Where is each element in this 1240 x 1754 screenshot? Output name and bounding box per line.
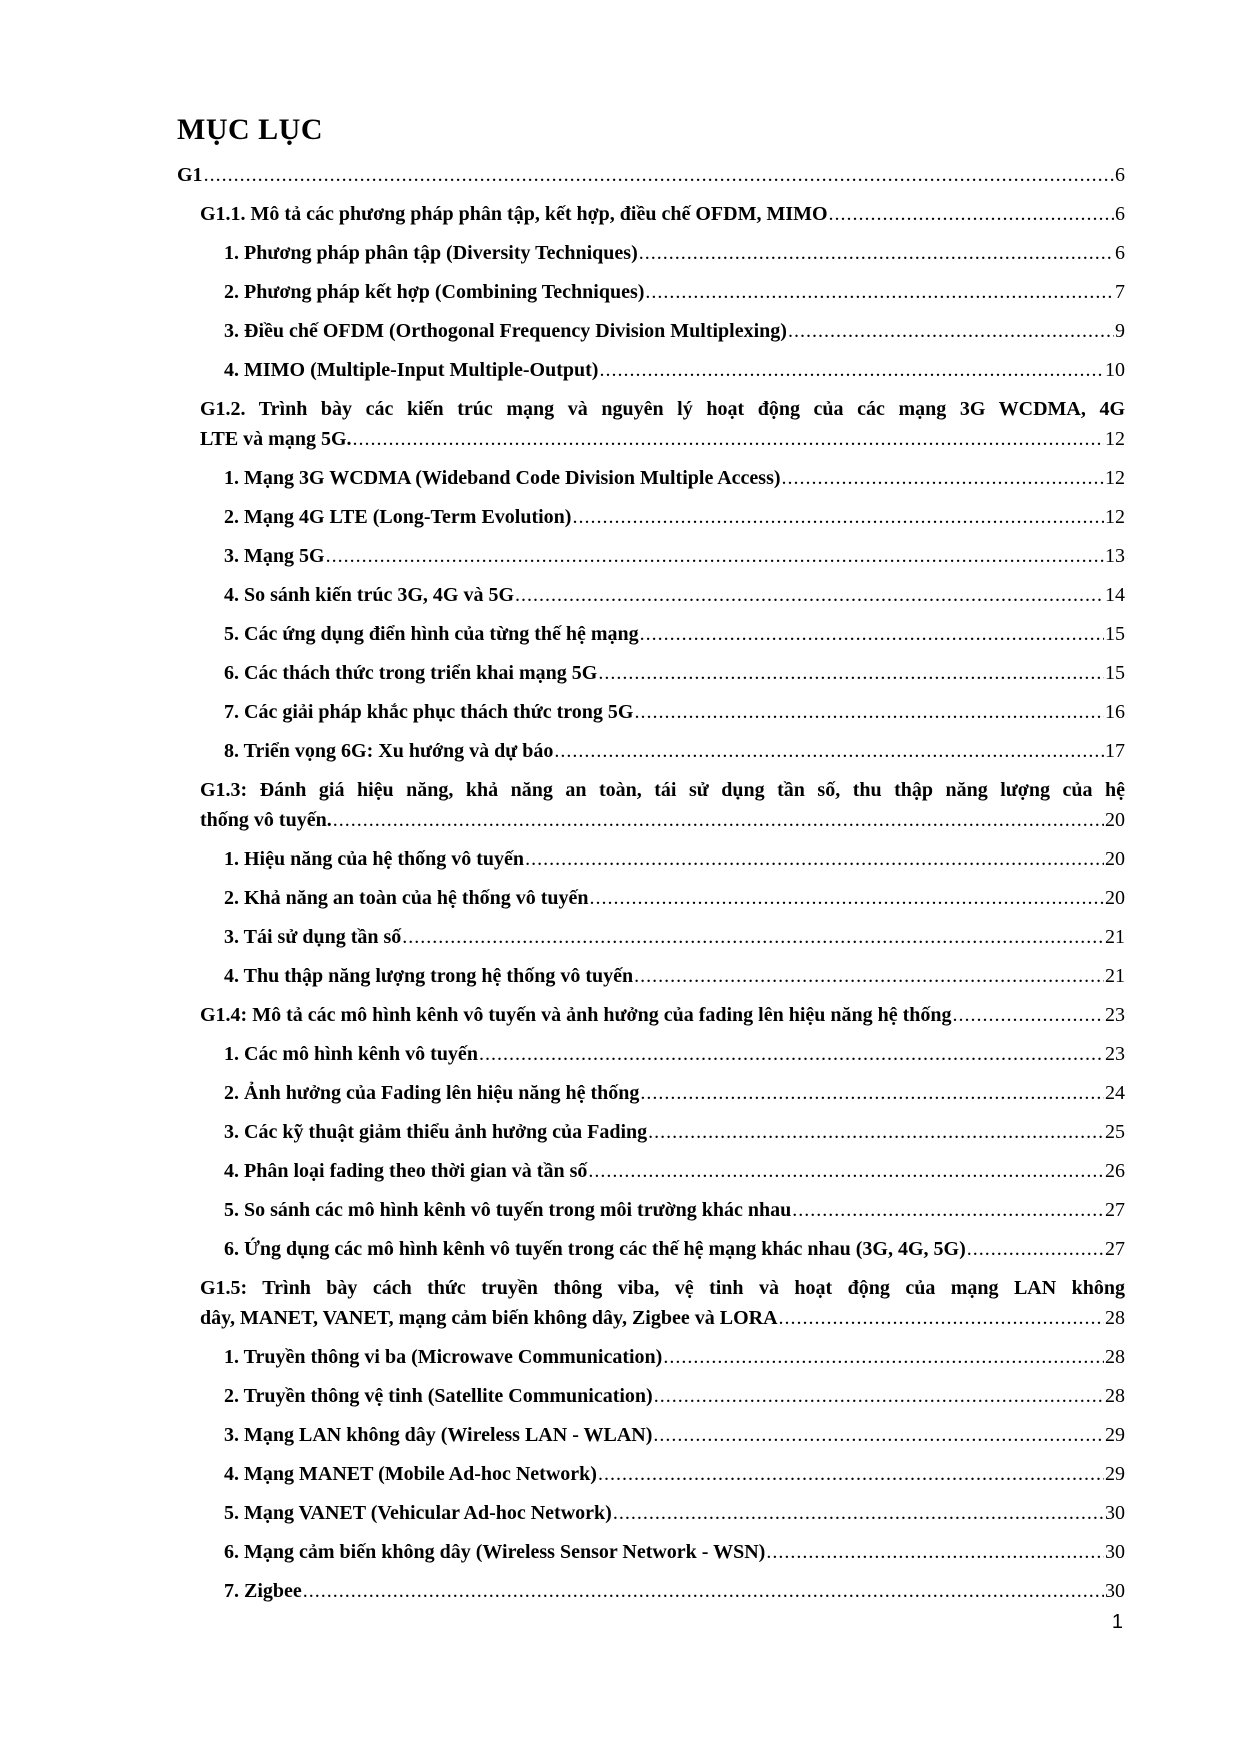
- toc-entry-page: 12: [1105, 428, 1125, 450]
- toc-entry[interactable]: [177, 658, 1125, 688]
- toc-entry-line: [224, 238, 1125, 268]
- toc-entry-title: 1. Phương pháp phân tập (Diversity Techniques): [224, 242, 638, 264]
- dot-leader: [204, 160, 1114, 190]
- toc-entry-line: [224, 1342, 1125, 1372]
- toc-entry-page: 23: [1105, 1004, 1125, 1026]
- toc-entry-line: [224, 961, 1125, 991]
- dot-leader: [653, 1420, 1104, 1450]
- toc-entry-title: 2. Truyền thông vệ tinh (Satellite Communication): [224, 1385, 653, 1407]
- toc-entry-page: 30: [1105, 1541, 1125, 1563]
- toc-entry[interactable]: [177, 1498, 1125, 1528]
- toc-entry-page: 14: [1105, 584, 1125, 606]
- dot-leader: [953, 1000, 1104, 1030]
- toc-entry-title: G1.4: Mô tả các mô hình kênh vô tuyến và ảnh hưởng của fading lên hiệu năng hệ thống: [200, 1004, 952, 1026]
- toc-entry-page: 28: [1105, 1385, 1125, 1407]
- dot-leader: [353, 424, 1104, 454]
- toc-entry[interactable]: [177, 1039, 1125, 1069]
- dot-leader: [303, 1576, 1104, 1606]
- toc-entry-line: [224, 1459, 1125, 1489]
- toc-entry-line: [224, 277, 1125, 307]
- toc-entry-page: 6: [1115, 203, 1125, 225]
- toc-entry[interactable]: [177, 1195, 1125, 1225]
- toc-entry-title: 2. Phương pháp kết hợp (Combining Techniques): [224, 281, 645, 303]
- toc-entry-line: [200, 1303, 1125, 1333]
- toc-entry-page: 16: [1105, 701, 1125, 723]
- toc-entry[interactable]: [177, 1420, 1125, 1450]
- toc-entry-title-line-1: G1.5: Trình bày cách thức truyền thông viba, vệ tinh và hoạt động của mạng LAN không: [200, 1277, 1125, 1299]
- dot-leader: [654, 1381, 1104, 1411]
- toc-entry-title-line-1: G1.3: Đánh giá hiệu năng, khả năng an toàn, tái sử dụng tần số, thu thập năng lượng của hệ: [200, 779, 1125, 801]
- toc-entry-title: 1. Các mô hình kênh vô tuyến: [224, 1043, 478, 1065]
- dot-leader: [639, 238, 1114, 268]
- toc-entry-line: [200, 805, 1125, 835]
- toc-entry-line: [224, 697, 1125, 727]
- toc-entry[interactable]: [177, 199, 1125, 229]
- toc-entry-line: [224, 1420, 1125, 1450]
- toc-entry-line: [224, 1537, 1125, 1567]
- toc-entry-title: 6. Các thách thức trong triển khai mạng 5G: [224, 662, 598, 684]
- toc-entry-page: 21: [1105, 965, 1125, 987]
- toc-entry-title: 3. Tái sử dụng tần số: [224, 926, 402, 948]
- toc-entry-line: [200, 199, 1125, 229]
- toc-entry-title: G1.1. Mô tả các phương pháp phân tập, kết hợp, điều chế OFDM, MIMO: [200, 203, 828, 225]
- toc-entry-line: [224, 1078, 1125, 1108]
- toc-entry-page: 6: [1115, 164, 1125, 186]
- toc-entry[interactable]: [177, 394, 1125, 454]
- toc-entry-title: 1. Mạng 3G WCDMA (Wideband Code Division Multiple Access): [224, 467, 781, 489]
- dot-leader: [829, 199, 1114, 229]
- toc-entry-title: 3. Điều chế OFDM (Orthogonal Frequency Division Multiplexing): [224, 320, 787, 342]
- toc-entry-page: 20: [1105, 887, 1125, 909]
- toc-entry[interactable]: [177, 619, 1125, 649]
- toc-entry[interactable]: [177, 316, 1125, 346]
- toc-entry-line: [224, 1381, 1125, 1411]
- toc-entry-page: 20: [1105, 848, 1125, 870]
- toc-entry[interactable]: [177, 1273, 1125, 1333]
- toc-entry-title: thống vô tuyến.: [200, 809, 332, 831]
- toc-entry-page: 23: [1105, 1043, 1125, 1065]
- dot-leader: [788, 316, 1114, 346]
- toc-entry-line: [224, 658, 1125, 688]
- toc-entry-line: [224, 1234, 1125, 1264]
- dot-leader: [640, 1078, 1104, 1108]
- toc-entry-title: 3. Các kỹ thuật giảm thiểu ảnh hưởng của Fading: [224, 1121, 648, 1143]
- toc-entry[interactable]: [177, 160, 1125, 190]
- dot-leader: [634, 697, 1104, 727]
- toc-entry-line: [224, 1498, 1125, 1528]
- toc-entry-title: LTE và mạng 5G.: [200, 428, 352, 450]
- toc-entry[interactable]: [177, 1342, 1125, 1372]
- toc-entry-page: 15: [1105, 623, 1125, 645]
- toc-entry-line: [224, 1195, 1125, 1225]
- toc-entry-title: 5. Các ứng dụng điển hình của từng thế hệ mạng: [224, 623, 639, 645]
- toc-entry-line: [224, 844, 1125, 874]
- toc-entry-title: 3. Mạng LAN không dây (Wireless LAN - WLAN): [224, 1424, 653, 1446]
- toc-entry-line: [224, 1039, 1125, 1069]
- toc-entry-title: 4. MIMO (Multiple-Input Multiple-Output): [224, 359, 599, 381]
- toc-entry-line: [224, 541, 1125, 571]
- toc-entry-page: 30: [1105, 1580, 1125, 1602]
- toc-entry-title: G1: [177, 164, 203, 186]
- toc-entry[interactable]: [177, 883, 1125, 913]
- dot-leader: [598, 1459, 1104, 1489]
- toc-entry-title: 2. Mạng 4G LTE (Long-Term Evolution): [224, 506, 572, 528]
- toc-entry-line: [224, 736, 1125, 766]
- toc-entry-title: 7. Các giải pháp khắc phục thách thức trong 5G: [224, 701, 634, 723]
- toc-entry-page: 13: [1105, 545, 1125, 567]
- toc-entry[interactable]: [177, 1459, 1125, 1489]
- toc-entry-title: 6. Mạng cảm biến không dây (Wireless Sensor Network - WSN): [224, 1541, 766, 1563]
- toc-entry-page: 29: [1105, 1463, 1125, 1485]
- toc-entry[interactable]: [177, 1000, 1125, 1030]
- toc-entry-page: 24: [1105, 1082, 1125, 1104]
- toc-entry-page: 10: [1105, 359, 1125, 381]
- toc-entry[interactable]: [177, 1576, 1125, 1606]
- toc-entry-title: 2. Khả năng an toàn của hệ thống vô tuyến: [224, 887, 589, 909]
- dot-leader: [588, 1156, 1104, 1186]
- toc-entry[interactable]: [177, 238, 1125, 268]
- toc-entry-page: 27: [1105, 1238, 1125, 1260]
- toc-entry[interactable]: [177, 1117, 1125, 1147]
- dot-leader: [326, 541, 1104, 571]
- dot-leader: [779, 1303, 1104, 1333]
- toc-entry-line: [224, 619, 1125, 649]
- toc-entry-line: [200, 424, 1125, 454]
- toc-entry[interactable]: [177, 775, 1125, 835]
- toc-entry[interactable]: [177, 922, 1125, 952]
- page-number: 1: [1111, 1611, 1123, 1633]
- toc-entry-title: 4. So sánh kiến trúc 3G, 4G và 5G: [224, 584, 515, 606]
- toc-entry-line: [224, 922, 1125, 952]
- toc-entry-title: 2. Ảnh hưởng của Fading lên hiệu năng hệ thống: [224, 1082, 640, 1104]
- toc-entry-title: 1. Truyền thông vi ba (Microwave Communication): [224, 1346, 663, 1368]
- dot-leader: [645, 277, 1114, 307]
- toc-entry-page: 17: [1105, 740, 1125, 762]
- toc-entry-title: 6. Ứng dụng các mô hình kênh vô tuyến trong các thế hệ mạng khác nhau (3G, 4G, 5G): [224, 1238, 966, 1260]
- toc-entry-title: 7. Zigbee: [224, 1580, 302, 1602]
- toc-entry[interactable]: [177, 844, 1125, 874]
- toc-entry-page: 9: [1115, 320, 1125, 342]
- toc-entry-page: 21: [1105, 926, 1125, 948]
- dot-leader: [479, 1039, 1104, 1069]
- toc-entry-title: 8. Triển vọng 6G: Xu hướng và dự báo: [224, 740, 554, 762]
- toc-entry-title: 4. Mạng MANET (Mobile Ad-hoc Network): [224, 1463, 597, 1485]
- toc-entry-line: [224, 463, 1125, 493]
- toc-entry-page: 12: [1105, 467, 1125, 489]
- dot-leader: [634, 961, 1104, 991]
- toc-entry[interactable]: [177, 1381, 1125, 1411]
- toc-entry[interactable]: [177, 736, 1125, 766]
- toc-entry-page: 30: [1105, 1502, 1125, 1524]
- toc-entry[interactable]: [177, 1078, 1125, 1108]
- toc-entry-page: 26: [1105, 1160, 1125, 1182]
- dot-leader: [598, 658, 1104, 688]
- toc-entry-title: 1. Hiệu năng của hệ thống vô tuyến: [224, 848, 525, 870]
- toc-entry-title: 3. Mạng 5G: [224, 545, 325, 567]
- toc-entry-page: 25: [1105, 1121, 1125, 1143]
- dot-leader: [613, 1498, 1104, 1528]
- toc-entry-title: 4. Thu thập năng lượng trong hệ thống vô tuyến: [224, 965, 634, 987]
- toc-entry-line: [224, 1576, 1125, 1606]
- toc-entry[interactable]: [177, 355, 1125, 385]
- toc-entry[interactable]: [177, 1537, 1125, 1567]
- dot-leader: [792, 1195, 1104, 1225]
- toc-entry-page: 28: [1105, 1346, 1125, 1368]
- toc-title: MỤC LỤC: [177, 113, 323, 146]
- toc-entry-page: 6: [1115, 242, 1125, 264]
- toc-entry-page: 29: [1105, 1424, 1125, 1446]
- toc-entry-line: [224, 355, 1125, 385]
- dot-leader: [782, 463, 1104, 493]
- toc-entry-line: [200, 1000, 1125, 1030]
- toc-entry[interactable]: [177, 1234, 1125, 1264]
- toc-entry-page: 27: [1105, 1199, 1125, 1221]
- toc-entry-title: dây, MANET, VANET, mạng cảm biến không dây, Zigbee và LORA: [200, 1307, 778, 1329]
- dot-leader: [599, 355, 1104, 385]
- toc-entry[interactable]: [177, 541, 1125, 571]
- toc-entry[interactable]: [177, 1156, 1125, 1186]
- toc-entry[interactable]: [177, 277, 1125, 307]
- toc-entry[interactable]: [177, 502, 1125, 532]
- toc-entry[interactable]: [177, 697, 1125, 727]
- dot-leader: [967, 1234, 1104, 1264]
- toc-entry-line: [224, 316, 1125, 346]
- toc-entry-line: [224, 502, 1125, 532]
- toc-entry[interactable]: [177, 580, 1125, 610]
- toc-entry[interactable]: [177, 463, 1125, 493]
- dot-leader: [554, 736, 1104, 766]
- toc-entry-page: 15: [1105, 662, 1125, 684]
- dot-leader: [648, 1117, 1104, 1147]
- dot-leader: [525, 844, 1104, 874]
- dot-leader: [515, 580, 1104, 610]
- toc-list: [177, 160, 1125, 1615]
- toc-entry-title: 5. So sánh các mô hình kênh vô tuyến trong môi trường khác nhau: [224, 1199, 792, 1221]
- dot-leader: [663, 1342, 1104, 1372]
- toc-entry-line: [224, 1117, 1125, 1147]
- toc-entry-line: [177, 160, 1125, 190]
- toc-entry-line: [224, 1156, 1125, 1186]
- dot-leader: [766, 1537, 1104, 1567]
- toc-entry-title: 5. Mạng VANET (Vehicular Ad-hoc Network): [224, 1502, 612, 1524]
- dot-leader: [572, 502, 1104, 532]
- toc-entry-page: 12: [1105, 506, 1125, 528]
- toc-entry-page: 7: [1115, 281, 1125, 303]
- toc-entry-title-line-1: G1.2. Trình bày các kiến trúc mạng và nguyên lý hoạt động của các mạng 3G WCDMA, 4G: [200, 398, 1125, 420]
- toc-entry-line: [224, 580, 1125, 610]
- toc-entry-page: 20: [1105, 809, 1125, 831]
- dot-leader: [402, 922, 1104, 952]
- toc-entry-line: [224, 883, 1125, 913]
- toc-entry-page: 28: [1105, 1307, 1125, 1329]
- dot-leader: [333, 805, 1104, 835]
- toc-entry-title: 4. Phân loại fading theo thời gian và tần số: [224, 1160, 588, 1182]
- dot-leader: [590, 883, 1104, 913]
- toc-entry[interactable]: [177, 961, 1125, 991]
- dot-leader: [640, 619, 1104, 649]
